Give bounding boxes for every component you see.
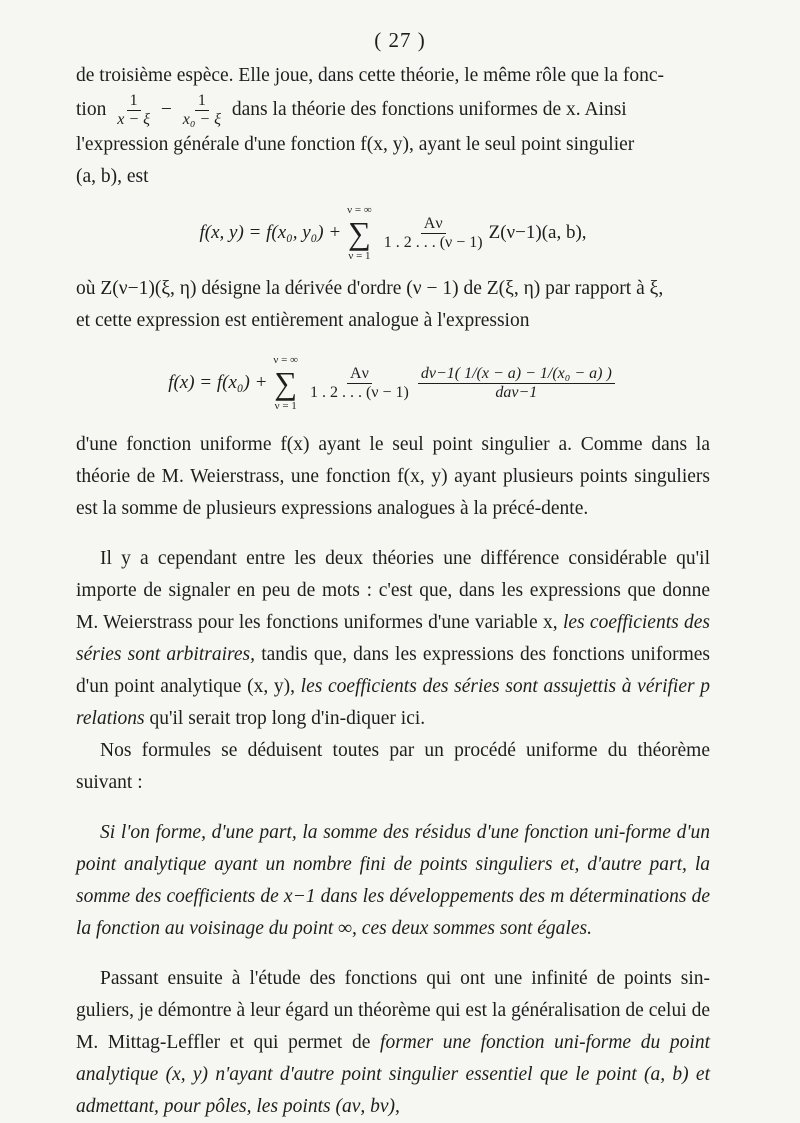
derivative-fraction (418, 365, 615, 402)
sum-lower-limit: ν = 1 (348, 250, 371, 262)
fraction-1 (114, 92, 153, 129)
fraction-numerator: Aν (347, 365, 372, 384)
sum-upper-limit: ν = ∞ (273, 354, 298, 366)
page-number: ( 27 ) (374, 28, 426, 52)
paragraph-1-line-2 (76, 92, 710, 129)
equation-fraction (381, 215, 486, 252)
sigma-symbol: ∑ (274, 365, 298, 401)
text: dans la théorie des fonctions uniformes de x. Ainsi (231, 98, 627, 120)
text: tandis que, dans les expressions des fonctions uniformes d'un point analytique (x, y), (76, 644, 711, 697)
paragraph-1-line-4: (a, b), est (76, 166, 149, 187)
fraction-denominator: x − ξ (117, 111, 150, 128)
text: Il y a cependant entre les deux théories une différence considérable qu'il importe de signaler en peu de mots : c'est que, dans les expressions que donne M. Weierstrass pour les fonctions uniformes d'une variable x, (76, 548, 710, 633)
equation-1 (76, 193, 710, 273)
minus-sign: − (160, 98, 172, 120)
emphasis: les coefficients des séries sont assujettis à vérifier p relations (76, 676, 710, 729)
paragraph-2-line-2: et cette expression est entièrement analogue à l'expression (76, 310, 530, 331)
page-body (76, 60, 710, 1123)
paragraph-1-line-1: de troisième espèce. Elle joue, dans cette théorie, le même rôle que la fonc- (76, 65, 664, 86)
fraction-numerator: 1 (127, 92, 141, 111)
equation-rhs: Z(ν−1)(a, b), (488, 222, 587, 243)
sum-lower-limit: ν = 1 (274, 400, 297, 412)
equation-2 (76, 337, 710, 429)
emphasis: les coefficients des séries sont arbitraires, (76, 612, 711, 665)
paragraph-4 (76, 543, 710, 735)
paragraph-2-line-1: où Z(ν−1)(ξ, η) désigne la dérivée d'ordre (ν − 1) de Z(ξ, η) par rapport à ξ, (76, 278, 664, 299)
sigma-symbol: ∑ (348, 215, 371, 251)
fraction-denominator: 1 . 2 . . . (ν − 1) (383, 233, 483, 251)
fraction-denominator: 1 . 2 . . . (ν − 1) (309, 383, 409, 401)
theorem-statement: Si l'on forme, d'une part, la somme des résidus d'une fonction uni-forme d'un point analytique ayant un nombre fini de points singuliers et, d'autre part, la somme des coefficients de x−1 dans les développements des m déterminations de la fonction au voisinage du point ∞, ces deux sommes sont égales. (76, 822, 710, 939)
derivative-denominator: daν−1 (495, 383, 538, 401)
summation (347, 203, 372, 263)
text: qu'il serait trop long d'in-diquer ici. (149, 708, 426, 729)
spacer (76, 525, 710, 543)
fraction-numerator: 1 (195, 92, 209, 111)
spacer (76, 799, 710, 817)
equation-lhs: f(x) = f(x₀) + (168, 372, 268, 393)
sum-upper-limit: ν = ∞ (347, 204, 372, 216)
fraction-numerator: Aν (421, 215, 446, 234)
text: tion (76, 98, 107, 120)
text: Passant ensuite à l'étude des fonctions qui ont une infinité de points sin-guliers, je démontre à leur égard un théorème qui est la généralisation de celui de M. Mittag-Leffler et qui permet de (76, 968, 710, 1053)
paragraph-7 (76, 963, 710, 1123)
fraction-denominator: x₀ − ξ (182, 111, 222, 128)
emphasis: former une fonction uni-forme du point analytique (x, y) n'ayant d'autre point singulier essentiel que le point (a, b) et admettant, pour pôles, les points (aν, bν), (76, 1032, 711, 1117)
paragraph-5: Nos formules se déduisent toutes par un procédé uniforme du théorème suivant : (76, 740, 710, 793)
equation-fraction (307, 365, 412, 402)
fraction-2 (180, 92, 224, 129)
paragraph-3: d'une fonction uniforme f(x) ayant le seul point singulier a. Comme dans la théorie de M. Weierstrass, une fonction f(x, y) ayant plusieurs points singuliers est la somme de plusieurs expressions analogues à la précé-dente. (76, 434, 710, 519)
derivative-numerator: dν−1( 1/(x − a) − 1/(x₀ − a) ) (418, 365, 615, 384)
summation (273, 353, 298, 413)
paragraph-1-line-3: l'expression générale d'une fonction f(x, y), ayant le seul point singulier (76, 134, 635, 155)
spacer (76, 945, 710, 963)
equation-lhs: f(x, y) = f(x₀, y₀) + (199, 222, 342, 243)
